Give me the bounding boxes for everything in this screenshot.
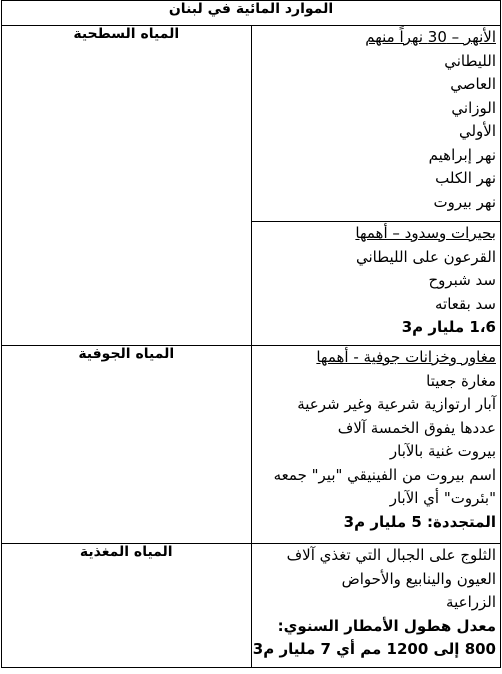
groundwater-total: المتجددة: 5 مليار م3 xyxy=(343,512,496,531)
list-item: الثلوج على الجبال التي تغذي آلاف xyxy=(286,546,496,564)
list-item: عددها يفوق الخمسة آلاف xyxy=(337,418,496,437)
list-item: "بئروت" أي الآبار xyxy=(389,489,496,507)
groundwater-heading: مغاور وخزانات جوفية - أهمها xyxy=(316,348,496,366)
feeding-water-cell xyxy=(251,544,501,668)
lakes-heading: بحيرات وسدود – أهمها xyxy=(355,224,496,242)
list-item: الوزاني xyxy=(451,98,496,117)
list-item: القرعون على الليطاني xyxy=(355,247,496,266)
list-item: العيون والينابيع والأحواض xyxy=(341,569,496,588)
category-surface-water: المياه السطحية xyxy=(2,26,252,346)
surface-total: 1،6 مليار م3 xyxy=(401,318,496,336)
table-title: الموارد المائية في لبنان xyxy=(2,1,501,26)
list-item: نهر الكلب xyxy=(435,169,496,187)
rivers-cell xyxy=(251,26,501,222)
list-item: نهر بيروت xyxy=(433,192,496,211)
water-resources-table xyxy=(1,0,501,668)
groundwater-cell xyxy=(251,346,501,544)
list-item: العاصي xyxy=(450,75,496,93)
list-item: آبار ارتوازية شرعية وغير شرعية xyxy=(297,395,496,413)
list-item: الزراعية xyxy=(446,593,496,611)
list-item: سد بقعاته xyxy=(435,294,496,313)
rainfall-value: 800 إلى 1200 مم أي 7 مليار م3 xyxy=(252,640,496,658)
list-item: بيروت غنية بالآبار xyxy=(389,442,496,460)
list-item: نهر إبراهيم xyxy=(428,145,496,164)
category-feeding-water: المياه المغذية xyxy=(2,544,252,668)
lakes-cell xyxy=(251,222,501,346)
category-groundwater: المياه الجوفية xyxy=(2,346,252,544)
list-item: اسم بيروت من الفينيقي "بير" جمعه xyxy=(273,465,496,484)
list-item: الأولي xyxy=(458,122,496,140)
list-item: مغارة جعيتا xyxy=(426,371,496,390)
list-item: الليطاني xyxy=(444,51,496,70)
rivers-heading: الأنهر – 30 نهراً منهم xyxy=(365,28,496,46)
rainfall-label: معدل هطول الأمطار السنوي: xyxy=(277,616,496,635)
list-item: سد شبروح xyxy=(428,271,496,289)
